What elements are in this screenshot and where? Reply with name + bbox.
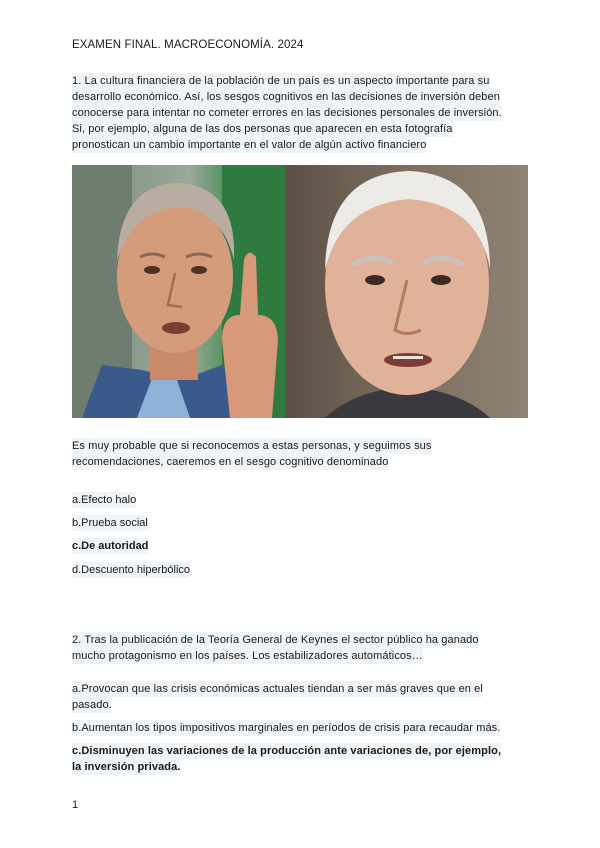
q2-line-1: 2. Tras la publicación de la Teoría General de Keynes el sector público ha ganado <box>72 634 479 646</box>
q1-option-b: b.Prueba social <box>72 517 148 529</box>
q2-line-2: mucho protagonismo en los países. Los estabilizadores automáticos… <box>72 650 423 662</box>
q1-line-1: 1. La cultura financiera de la población de un país es un aspecto importante para su <box>72 75 490 87</box>
q1-after-line-2: recomendaciones, caeremos en el sesgo cognitivo denominado <box>72 456 389 468</box>
photo-right-person <box>285 165 528 418</box>
q2-option-b: b.Aumentan los tipos impositivos marginales en períodos de crisis para recaudar más. <box>72 722 501 734</box>
q1-line-3: conocerse para intentar no cometer errores en las decisiones personales de inversión. <box>72 107 502 119</box>
q1-line-4: Si, por ejemplo, alguna de las dos personas que aparecen en esta fotografía <box>72 123 453 135</box>
q1-line-5: pronostican un cambio importante en el valor de algún activo financiero <box>72 139 427 151</box>
page-number: 1 <box>72 799 79 811</box>
q1-after-line-1: Es muy probable que si reconocemos a estas personas, y seguimos sus <box>72 440 432 452</box>
photo-left-person <box>72 165 285 418</box>
q2-option-a-line-1: a.Provocan que las crisis económicas actuales tiendan a ser más graves que en el <box>72 683 483 695</box>
q1-line-2: desarrollo económico. Así, los sesgos cognitivos en las decisiones de inversión deben <box>72 91 500 103</box>
q1-option-a: a.Efecto halo <box>72 494 137 506</box>
q2-option-c-line-2: la inversión privada. <box>72 761 181 773</box>
q2-option-c-line-1: c.Disminuyen las variaciones de la producción ante variaciones de, por ejemplo, <box>72 745 502 757</box>
q1-option-c: c.De autoridad <box>72 540 149 552</box>
photograph <box>72 165 528 418</box>
q1-option-d: d.Descuento hiperbólico <box>72 564 191 576</box>
document-header: EXAMEN FINAL. MACROECONOMÍA. 2024 <box>72 39 304 51</box>
q2-option-a-line-2: pasado. <box>72 699 112 711</box>
